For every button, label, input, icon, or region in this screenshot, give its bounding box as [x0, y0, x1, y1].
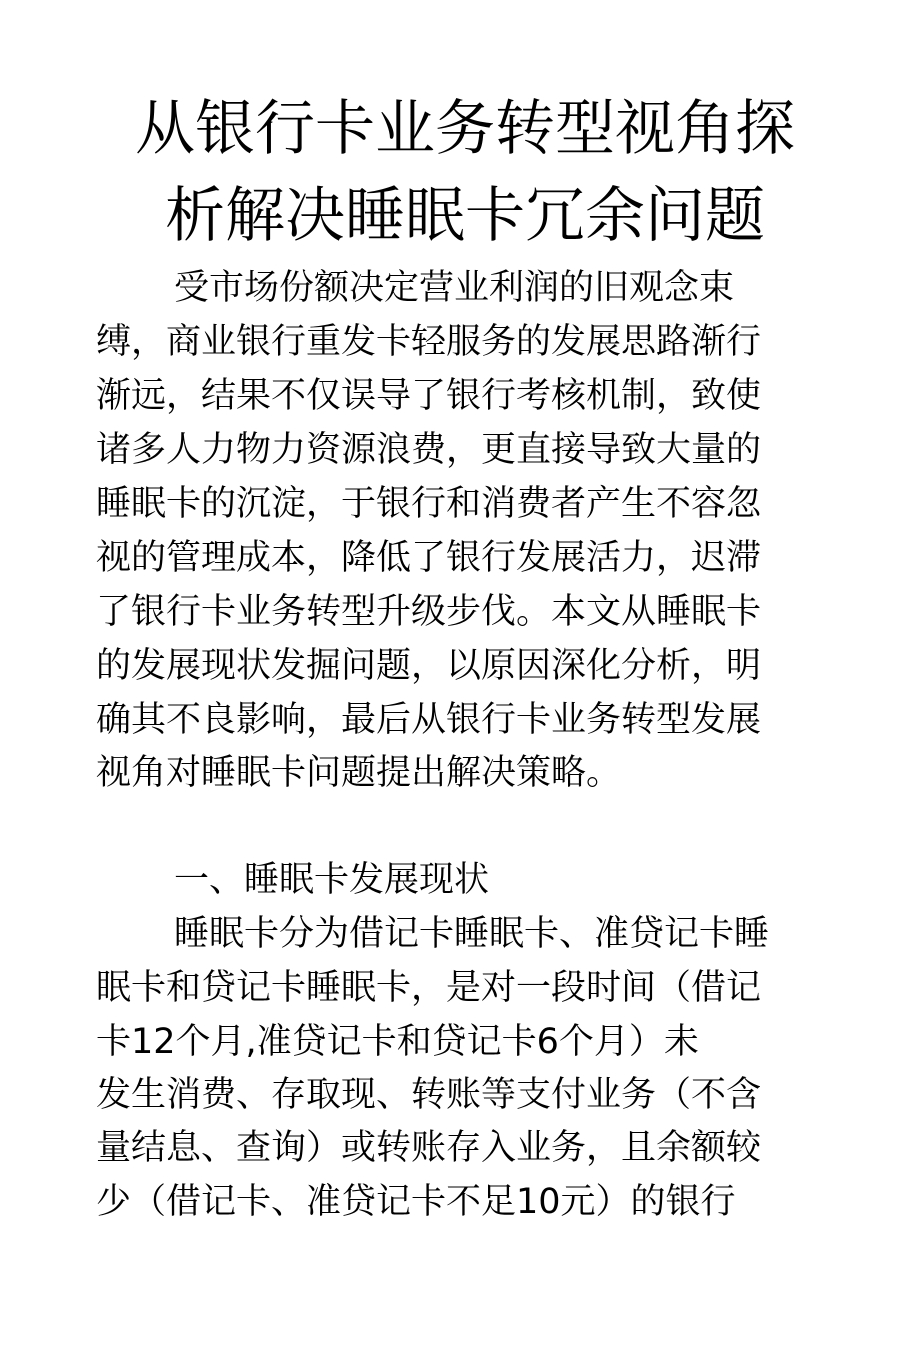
body-line: 发生消费、存取现、转账等支付业务（不含 — [96, 1075, 762, 1115]
body-line: 卡12个月,准贷记卡和贷记卡6个月）未 — [96, 1022, 699, 1062]
abstract-line: 视的管理成本，降低了银行发展活力，迟滞 — [96, 538, 762, 578]
abstract-line: 受市场份额决定营业利润的旧观念束 — [174, 268, 735, 308]
abstract-line: 的发展现状发掘问题，以原因深化分析，明 — [96, 646, 762, 686]
abstract-line: 了银行卡业务转型升级步伐。本文从睡眠卡 — [96, 592, 762, 632]
abstract-line: 视角对睡眠卡问题提出解决策略。 — [96, 753, 622, 793]
section-heading: 一、睡眠卡发展现状 — [174, 860, 490, 900]
abstract-line: 渐远，结果不仅误导了银行考核机制，致使 — [96, 376, 762, 416]
abstract-line: 诸多人力物力资源浪费，更直接导致大量的 — [96, 430, 762, 470]
document-title-line-1: 从银行卡业务转型视角探 — [135, 94, 795, 164]
body-line: 量结息、查询）或转账存入业务，且余额较 — [96, 1128, 762, 1168]
body-line: 睡眠卡分为借记卡睡眠卡、准贷记卡睡 — [174, 914, 770, 954]
body-line: 眠卡和贷记卡睡眠卡，是对一段时间（借记 — [96, 968, 762, 1008]
abstract-line: 缚，商业银行重发卡轻服务的发展思路渐行 — [96, 322, 762, 362]
document-title-line-2: 析解决睡眠卡冗余问题 — [165, 181, 765, 251]
abstract-line: 睡眠卡的沉淀，于银行和消费者产生不容忽 — [96, 484, 762, 524]
body-line: 少（借记卡、准贷记卡不足10元）的银行 — [96, 1182, 736, 1222]
abstract-line: 确其不良影响，最后从银行卡业务转型发展 — [96, 700, 762, 740]
